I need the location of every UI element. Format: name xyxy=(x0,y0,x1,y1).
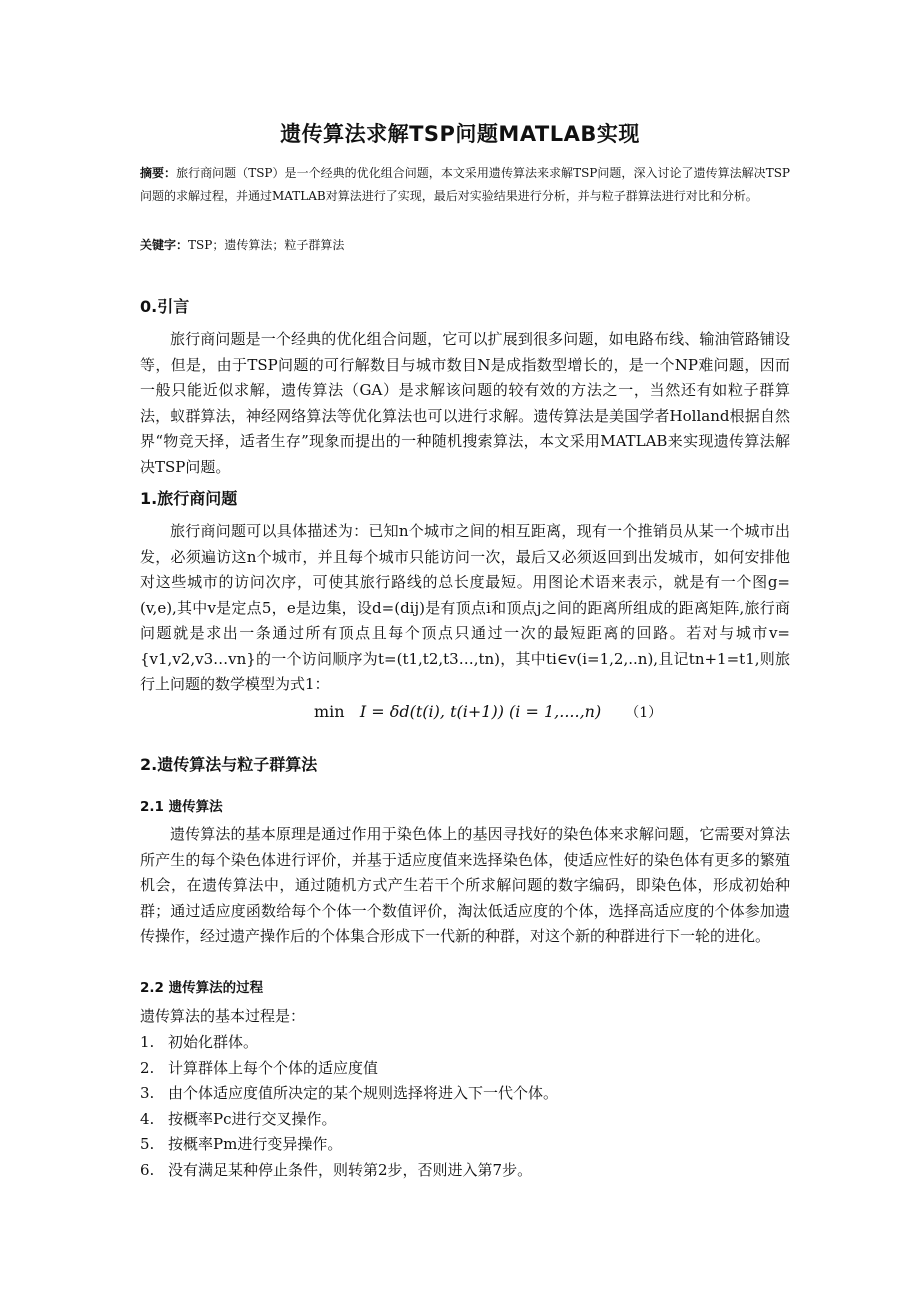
list-item xyxy=(140,1158,790,1184)
abstract-text: 旅行商问题（TSP）是一个经典的优化组合问题，本文采用遗传算法来求解TSP问题，深入讨论了遗传算法解决TSP问题的求解过程，并通过MATLAB对算法进行了实现，最后对实验结果进行分析，并与粒子群算法进行对比和分析。 xyxy=(140,166,790,203)
step-number: 3. xyxy=(140,1084,155,1102)
abstract xyxy=(140,162,790,208)
tsp-formula xyxy=(314,702,662,722)
step-number: 5. xyxy=(140,1135,155,1153)
step-number: 4. xyxy=(140,1109,155,1128)
section-heading-intro: 0.引言 xyxy=(140,297,190,316)
subsection-heading-process: 2.2 遗传算法的过程 xyxy=(140,980,264,996)
step-text: 由个体适应度值所决定的某个规则选择将进入下一代个体。 xyxy=(168,1084,559,1102)
list-item xyxy=(140,1030,790,1056)
keywords xyxy=(140,234,790,257)
step-number: 2. xyxy=(140,1058,155,1077)
section-heading-ga-pso: 2.遗传算法与粒子群算法 xyxy=(140,755,318,774)
keywords-text: TSP；遗传算法；粒子群算法 xyxy=(188,238,345,252)
step-text: 没有满足某种停止条件，则转第2步，否则进入第7步。 xyxy=(168,1160,533,1179)
list-item xyxy=(140,1056,790,1082)
section-heading-tsp: 1.旅行商问题 xyxy=(140,489,238,508)
list-item xyxy=(140,1132,790,1158)
step-number: 6. xyxy=(140,1160,155,1179)
formula-min: min xyxy=(314,702,345,721)
ga-paragraph: 遗传算法的基本原理是通过作用于染色体上的基因寻找好的染色体来求解问题，它需要对算法所产生的每个染色体进行评价，并基于适应度值来选择染色体，使适应性好的染色体有更多的繁殖机会，在遗传算法中，通过随机方式产生若干个所求解问题的数字编码，即染色体，形成初始种群；通过适应度函数给每个个体一个数值评价，淘汰低适应度的个体，选择高适应度的个体参加遗传操作，经过遗产操作后的个体集合形成下一代新的种群，对这个新的种群进行下一轮的进化。 xyxy=(140,825,790,945)
intro-paragraph: 旅行商问题是一个经典的优化组合问题，它可以扩展到很多问题，如电路布线、输油管路铺设等，但是，由于TSP问题的可行解数目与城市数目N是成指数型增长的，是一个NP难问题，因而一般只能近似求解，遗传算法（GA）是求解该问题的较有效的方法之一，当然还有如粒子群算法，蚁群算法，神经网络算法等优化算法也可以进行求解。遗传算法是美国学者Holland根据自然界“物竞天择，适者生存”现象而提出的一种随机搜索算法，本文采用MATLAB来实现遗传算法解决TSP问题。 xyxy=(140,330,790,476)
step-text: 初始化群体。 xyxy=(168,1033,259,1051)
abstract-label: 摘要： xyxy=(140,166,177,180)
process-intro: 遗传算法的基本过程是： xyxy=(140,1007,306,1025)
subsection-heading-ga: 2.1 遗传算法 xyxy=(140,799,223,815)
tsp-paragraph: 旅行商问题可以具体描述为：已知n个城市之间的相互距离，现有一个推销员从某一个城市出发，必须遍访这n个城市，并且每个城市只能访问一次，最后又必须返回到出发城市，如何安排他对这些城市的访问次序，可使其旅行路线的总长度最短。用图论术语来表示，就是有一个图g=(v,e),其中v是定点5，e是边集，设d=(dij)是有顶点i和顶点j之间的距离所组成的距离矩阵,旅行商问题就是求出一条通过所有顶点且每个顶点只通过一次的最短距离的回路。若对与城市v={v1,v2,v3…vn}的一个访问顺序为t=(t1,t2,t3…,tn)，其中ti∈v(i=1,2,..n),且记tn+1=t1,则旅行上问题的数学模型为式1： xyxy=(140,522,790,693)
list-item xyxy=(140,1107,790,1133)
step-text: 按概率Pm进行变异操作。 xyxy=(168,1135,343,1153)
formula-number: （1） xyxy=(625,705,663,721)
step-number: 1. xyxy=(140,1033,155,1051)
paper-title: 遗传算法求解TSP问题MATLAB实现 xyxy=(280,122,640,146)
step-text: 按概率Pc进行交叉操作。 xyxy=(168,1109,337,1128)
process-steps xyxy=(140,1030,790,1183)
step-text: 计算群体上每个个体的适应度值 xyxy=(168,1058,379,1077)
list-item xyxy=(140,1081,790,1107)
keywords-label: 关键字： xyxy=(140,238,189,252)
formula-expression: I = δd(t(i), t(i+1)) (i = 1,....,n) xyxy=(359,702,602,721)
